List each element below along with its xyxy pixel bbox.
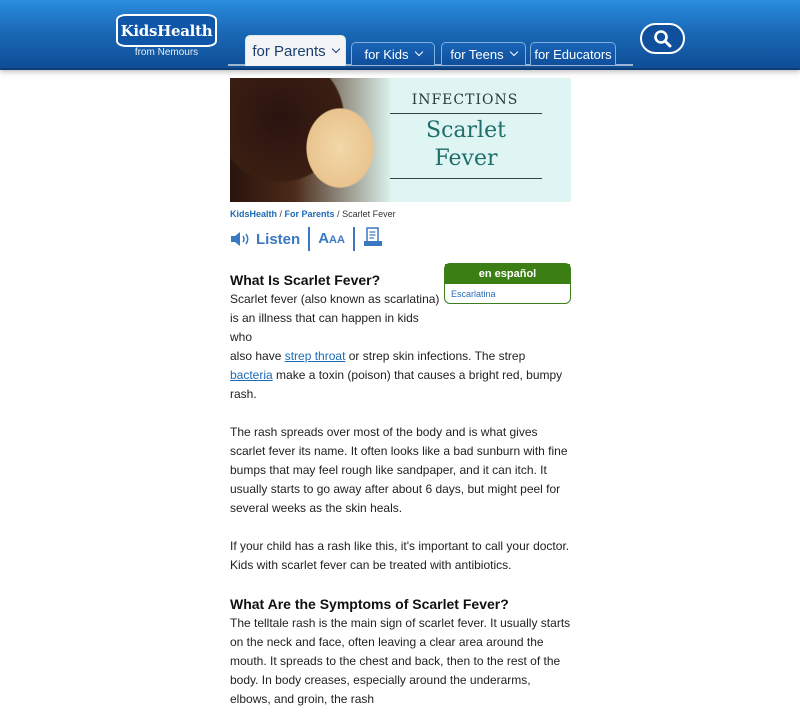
paragraph-text: Scarlet fever (also known as scarlatina) is an illness that can happen in kids who: [230, 292, 440, 344]
paragraph-text: or strep skin infections. The strep: [345, 349, 526, 363]
tab-for-teens[interactable]: [441, 42, 526, 65]
breadcrumb-kidshealth[interactable]: KidsHealth: [230, 209, 278, 219]
tool-divider: [308, 227, 310, 251]
hero-child-photo: [230, 78, 390, 202]
chevron-down-icon: [414, 48, 422, 56]
hero-title-line1: Scarlet: [426, 118, 506, 143]
text-size-icon-small: AA: [329, 234, 345, 246]
tab-for-kids[interactable]: [351, 42, 435, 65]
logo-title: KidsHealth: [120, 21, 213, 40]
bacteria-link[interactable]: bacteria: [230, 368, 273, 382]
search-icon: [653, 29, 673, 49]
article-tools: [230, 226, 383, 252]
kidshealth-logo[interactable]: [116, 14, 217, 47]
tab-for-educators[interactable]: [530, 42, 616, 65]
search-button[interactable]: [640, 23, 685, 54]
hero-rule-bottom: [390, 178, 542, 179]
breadcrumb-separator: /: [277, 209, 285, 219]
paragraph-text: also have: [230, 349, 285, 363]
print-icon: [363, 227, 383, 247]
espanol-heading: en español: [445, 264, 570, 284]
tool-divider: [353, 227, 355, 251]
hero-category: INFECTIONS: [411, 92, 519, 108]
article-body: [230, 270, 571, 728]
chevron-down-icon: [509, 48, 517, 56]
hero-title-line2: Fever: [434, 146, 498, 171]
espanol-link[interactable]: Escarlatina: [451, 289, 496, 299]
tab-label: for Educators: [534, 46, 612, 62]
listen-label: Listen: [256, 230, 301, 248]
hero-rule-top: [390, 113, 542, 114]
logo-subtitle: from Nemours: [134, 47, 199, 58]
strep-throat-link[interactable]: strep throat: [284, 349, 346, 363]
section-heading: What Are the Symptoms of Scarlet Fever?: [230, 596, 509, 612]
paragraph: The telltale rash is the main sign of scarlet fever. It usually starts on the neck and face, often leaving a clear area around the mouth. It spreads to the chest and back, then to the rest of the body. In body creases, especially around the underarms, elbows, and groin, the rash: [230, 616, 571, 706]
tab-label: for Teens: [450, 46, 504, 62]
breadcrumb-current: Scarlet Fever: [342, 209, 396, 219]
tab-label: for Parents: [252, 42, 326, 60]
paragraph: If your child has a rash like this, it's important to call your doctor. Kids with scarlet fever can be treated with antibiotics.: [230, 539, 570, 572]
hero-title: [390, 117, 542, 173]
hero-banner: [230, 78, 571, 202]
listen-button[interactable]: [230, 230, 300, 248]
paragraph: The rash spreads over most of the body and is what gives scarlet fever its name. It often looks like a bad sunburn with fine bumps that may feel rough like sandpaper, and it can itch. It usually starts to go away after about 6 days, but might peel for several weeks as the skin heals.: [230, 425, 568, 515]
chevron-down-icon: [331, 45, 339, 53]
breadcrumb: [230, 209, 396, 219]
paragraph-text: make a toxin (poison) that causes a bright red, bumpy rash.: [230, 368, 563, 401]
tab-for-parents[interactable]: [245, 35, 346, 66]
paragraph: [230, 290, 571, 404]
print-button[interactable]: [363, 227, 383, 252]
site-header: [0, 0, 800, 70]
section-heading: What Is Scarlet Fever?: [230, 272, 381, 288]
text-size-icon: A: [318, 230, 330, 247]
tab-label: for Kids: [364, 46, 409, 62]
speaker-icon: [230, 230, 252, 248]
text-size-button[interactable]: [318, 230, 345, 248]
breadcrumb-for-parents[interactable]: For Parents: [284, 209, 335, 219]
breadcrumb-separator: /: [334, 209, 343, 219]
